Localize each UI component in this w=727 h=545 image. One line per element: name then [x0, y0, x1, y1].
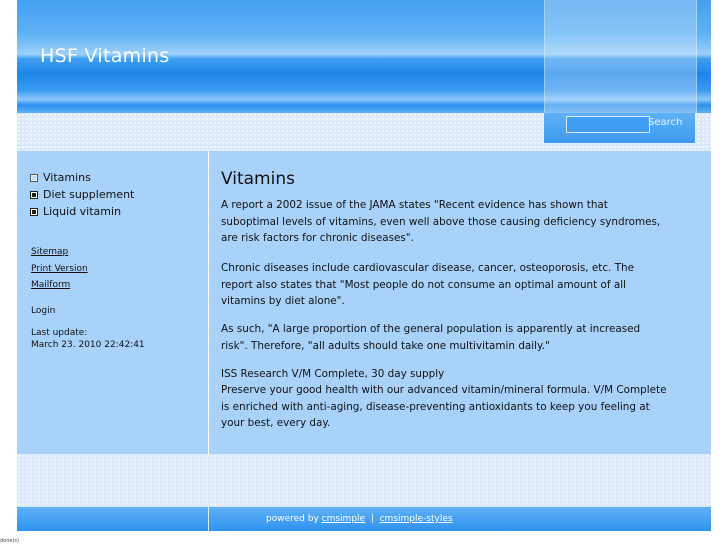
menu-item-vitamins[interactable] — [30, 169, 134, 186]
cmsimple-styles-link[interactable]: cmsimple-styles — [379, 514, 453, 524]
search-input[interactable] — [566, 116, 650, 133]
product-heading: ISS Research V/M Complete, 30 day supply — [221, 368, 445, 380]
footer-prefix: powered by — [266, 514, 319, 524]
status-text: done(s) — [0, 538, 19, 544]
menu-item-label: Diet supplement — [43, 188, 135, 201]
content-spacer — [17, 454, 711, 507]
last-update-label: Last update: — [31, 328, 88, 338]
mailform-link[interactable]: Mailform — [31, 280, 71, 290]
main-content — [209, 151, 711, 454]
sidebar — [17, 151, 209, 454]
footer — [17, 507, 711, 531]
footer-text — [266, 514, 453, 524]
content-paragraph: As such, "A large proportion of the general population is apparently at increased risk". Therefore, "all adults should take one multivitamin daily." — [221, 323, 641, 352]
menu-item-liquid-vitamin[interactable] — [30, 203, 134, 220]
content-paragraph: Chronic diseases include cardiovascular disease, cancer, osteoporosis, etc. The report also states that "Most people do not consume an optimal amount of all vitamins by diet alone". — [221, 262, 635, 307]
sitemap-link[interactable]: Sitemap — [31, 247, 69, 257]
sidebar-menu — [30, 169, 134, 220]
search-button[interactable]: Search — [648, 117, 683, 128]
content-paragraph: A report a 2002 issue of the JAMA states "Recent evidence has shown that suboptimal levels of vitamins, even well above those causing deficiency syndromes, are risk factors for chronic diseases". — [221, 199, 661, 244]
content-paragraph: Preserve your good health with our advanced vitamin/mineral formula. V/M Complete is enriched with anti-aging, disease-preventing antioxidants to keep you feeling at your best, every day. — [221, 384, 667, 429]
last-update-value: March 23. 2010 22:42:41 — [31, 340, 145, 350]
menu-item-label: Vitamins — [43, 171, 91, 184]
page-title: Vitamins — [221, 169, 295, 189]
bullet-icon — [30, 191, 38, 199]
print-version-link[interactable]: Print Version — [31, 264, 88, 274]
site-title: HSF Vitamins — [40, 45, 170, 67]
page — [17, 0, 711, 531]
cmsimple-link[interactable]: cmsimple — [321, 514, 366, 524]
bullet-icon — [30, 208, 38, 216]
bullet-icon — [30, 174, 38, 182]
login-link[interactable]: Login — [31, 306, 56, 316]
footer-left — [17, 507, 209, 531]
menu-item-label: Liquid vitamin — [43, 205, 122, 218]
footer-separator: | — [370, 514, 374, 524]
menu-item-diet-supplement[interactable] — [30, 186, 134, 203]
